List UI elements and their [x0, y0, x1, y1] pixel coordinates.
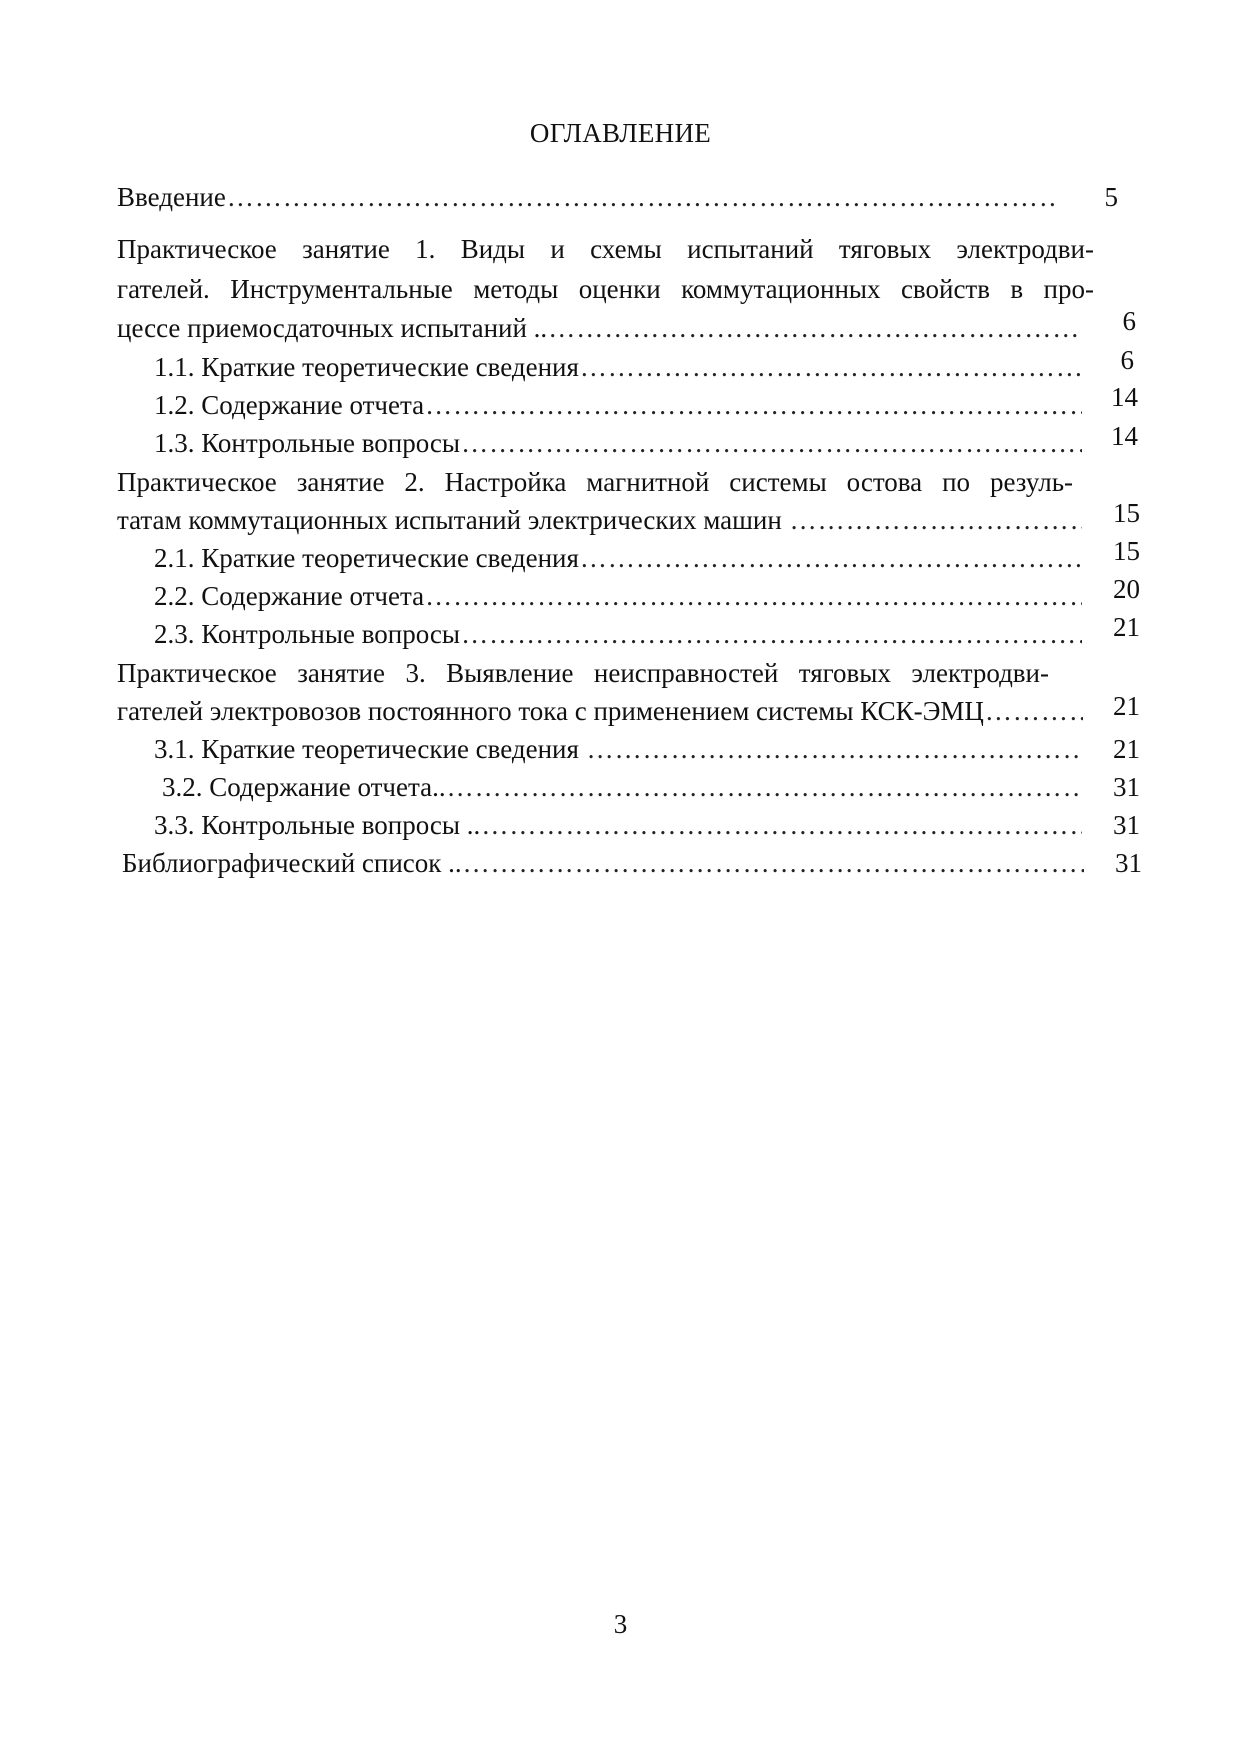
toc-leader-dots — [460, 424, 1082, 462]
toc-entry-bibliography[interactable] — [122, 844, 1084, 882]
toc-entry-label: 2.1. Краткие теоретические сведения — [154, 543, 579, 573]
toc-page-number: 15 — [1113, 536, 1140, 566]
toc-entry-label: 3.2. Содержание отчета.. — [162, 772, 446, 802]
toc-entry-label: 1.1. Краткие теоретические сведения — [154, 352, 579, 382]
toc-heading-lesson-3-line-1[interactable]: Практическое занятие 3. Выявление неисправностей тяговых электродви- — [117, 658, 1049, 688]
toc-leader-dots — [984, 692, 1083, 730]
toc-leader-dots — [460, 615, 1082, 653]
toc-page-number: 21 — [1113, 612, 1140, 642]
toc-entry-label: 2.3. Контрольные вопросы — [154, 619, 461, 649]
toc-entry-lesson-2[interactable] — [117, 501, 1082, 539]
toc-entry-label: 1.2. Содержание отчета — [154, 390, 425, 420]
toc-leader-dots — [424, 386, 1082, 424]
toc-page-number: 31 — [1113, 772, 1140, 802]
page-title: ОГЛАВЛЕНИЕ — [529, 118, 712, 148]
toc-heading-lesson-1-line-2[interactable]: гателей. Инструментальные методы оценки коммутационных свойств в про- — [117, 274, 1094, 304]
toc-entry-2-2[interactable] — [154, 577, 1082, 615]
toc-entry-label: Библиографический список .. — [122, 848, 462, 878]
toc-leader-dots — [586, 730, 1082, 768]
toc-page-number: 14 — [1111, 421, 1138, 451]
toc-entry-label: гателей электровозов постоянного тока с применением системы КСК-ЭМЦ — [117, 696, 984, 726]
toc-leader-dots — [226, 178, 1057, 216]
toc-entry-3-3[interactable] — [154, 806, 1082, 844]
toc-page-number: 6 — [1122, 306, 1136, 336]
toc-entry-2-1[interactable] — [154, 539, 1082, 577]
toc-page-number: 21 — [1113, 691, 1140, 721]
toc-entry-intro[interactable] — [117, 178, 1057, 216]
toc-entry-3-2[interactable] — [162, 768, 1082, 806]
toc-leader-dots — [480, 806, 1082, 844]
toc-entry-label: 1.3. Контрольные вопросы — [154, 428, 461, 458]
toc-entry-1-2[interactable] — [154, 386, 1082, 424]
toc-page-number: 5 — [1104, 182, 1118, 212]
toc-entry-1-3[interactable] — [154, 424, 1082, 462]
footer-page-number: 3 — [613, 1609, 628, 1639]
toc-heading-lesson-1-line-1[interactable]: Практическое занятие 1. Виды и схемы испытаний тяговых электродви- — [117, 234, 1094, 264]
toc-entry-3-1[interactable] — [154, 730, 1082, 768]
toc-entry-label: татам коммутационных испытаний электрических машин — [117, 505, 789, 535]
toc-entry-label: 2.2. Содержание отчета — [154, 581, 425, 611]
toc-leader-dots — [424, 577, 1082, 615]
toc-entry-label: 3.1. Краткие теоретические сведения — [154, 734, 586, 764]
toc-page-number: 14 — [1111, 382, 1138, 412]
toc-leader-dots — [547, 309, 1082, 347]
toc-entry-label: цессе приемосдаточных испытаний .. — [117, 313, 548, 343]
toc-page-number: 20 — [1113, 574, 1140, 604]
toc-leader-dots — [579, 348, 1082, 386]
toc-page-number: 31 — [1115, 848, 1142, 878]
toc-page-number: 21 — [1113, 734, 1140, 764]
toc-page-number: 6 — [1120, 345, 1134, 375]
toc-entry-2-3[interactable] — [154, 615, 1082, 653]
toc-entry-lesson-3[interactable] — [117, 692, 1083, 730]
toc-leader-dots — [446, 768, 1082, 806]
toc-page-number: 15 — [1113, 498, 1140, 528]
toc-entry-lesson-1[interactable] — [117, 309, 1082, 347]
toc-heading-lesson-2-line-1[interactable]: Практическое занятие 2. Настройка магнитной системы остова по резуль- — [117, 467, 1073, 497]
toc-leader-dots — [789, 501, 1082, 539]
toc-leader-dots — [579, 539, 1082, 577]
toc-entry-1-1[interactable] — [154, 348, 1082, 386]
toc-page-number: 31 — [1113, 810, 1140, 840]
toc-entry-label: Введение — [117, 182, 226, 212]
toc-entry-label: 3.3. Контрольные вопросы .. — [154, 810, 481, 840]
toc-leader-dots — [462, 844, 1084, 882]
